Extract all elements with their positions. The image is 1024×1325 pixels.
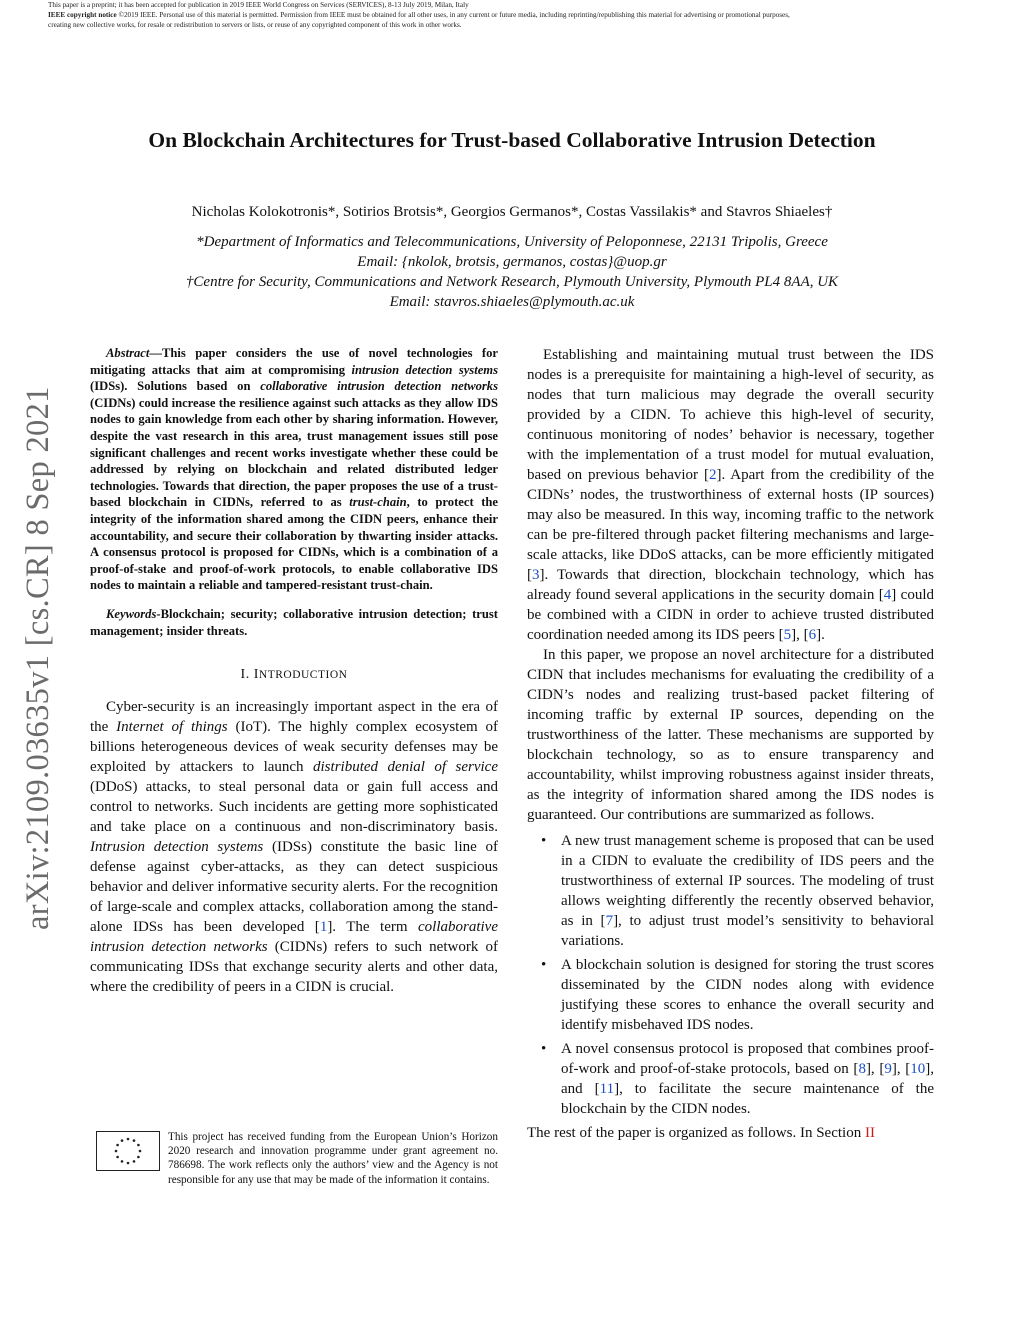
right-paragraph-3 — [527, 1123, 934, 1143]
bullet-2-text: A blockchain solution is designed for storing the trust scores disseminated by the CIDN nodes along with evidence justifying these scores to enhance the overall security and identify misbehaved IDS nodes. — [561, 957, 934, 1033]
intro-em-1: Internet of things — [116, 719, 228, 736]
abstract-em-3: trust-chain — [349, 495, 407, 510]
right-text-3: The rest of the paper is organized as follows. In Section — [527, 1125, 865, 1141]
citation-link[interactable]: 4 — [883, 587, 892, 603]
abstract — [90, 345, 498, 594]
contributions-list — [527, 831, 934, 1119]
paper-title: On Blockchain Architectures for Trust-based Collaborative Intrusion Detection — [148, 128, 876, 152]
copyright-notice — [48, 0, 948, 30]
intro-em-2: distributed denial of service — [313, 759, 498, 776]
abstract-text-4: , to protect the integrity of the information shared among the CIDN peers, enhance their accountability, and secure their collaboration by thwarting insider attacks. A consensus protocol is proposed for CIDNs, which is a combination of a proof-of-stake and proof-of-work protocols, to enable collaborative IDS nodes to maintain a reliable and tampered-resistant trust-chain. — [90, 495, 498, 593]
section-reference-link[interactable]: II — [864, 1125, 875, 1141]
right-text-1f: ]. — [816, 627, 825, 643]
right-column — [527, 345, 934, 1143]
citation-link[interactable]: 9 — [884, 1061, 892, 1077]
intro-text-6: (CIDNs) refers to such network of communicating IDSs that exchange security alerts and other data, where the credibility of peers in a CIDN is crucial. — [90, 939, 498, 996]
bullet-1-text-a: A new trust management scheme is proposed that can be used in a CIDN to evaluate the credibility of IDS peers and the trustworthiness of external IP sources. The modeling of trust allows weighting differently the recently observed behavior, as in [ — [561, 833, 934, 929]
left-column — [90, 345, 498, 997]
right-paragraph-1 — [527, 345, 934, 645]
abstract-text-2: (IDSs). Solutions based on — [90, 379, 261, 394]
citation-link[interactable]: 3 — [532, 567, 540, 583]
notice-line-1: This paper is a preprint; it has been accepted for publication in 2019 IEEE World Congress on Services (SERVICES), 8-13 July 2019, Milan, Italy — [48, 1, 469, 9]
authors: Nicholas Kolokotronis*, Sotirios Brotsis*, Georgios Germanos*, Costas Vassilakis* and Stavros Shiaeles† — [191, 204, 833, 220]
list-item — [561, 831, 934, 951]
funding-text: This project has received funding from the European Union’s Horizon 2020 research and innovation programme under grant agreement no. 786698. The work reflects only the authors’ view and the Agency is not responsible for any use that may be made of the information it contains. — [168, 1131, 498, 1186]
abstract-em-1: intrusion detection systems — [351, 362, 498, 377]
bullet-3-text-e: ], to facilitate the secure maintenance of the blockchain by the CIDN nodes. — [561, 1081, 934, 1117]
right-paragraph-2: In this paper, we propose an novel architecture for a distributed CIDN that includes mechanisms for evaluating the credibility of a CIDN’s nodes and realizing trust-based packet filtering of incoming traffic by external IP sources, depending on the trustworthiness of the latter. These mechanisms are supported by blockchain technology, so as to ensure transparency and accountability, whilst improving robustness against insider threats, as the integrity of information shared among the IDS nodes is guaranteed. Our contributions are summarized as follows. — [527, 647, 934, 823]
intro-em-4: collaborative intrusion detection networks — [90, 919, 498, 956]
section-title-rest: NTRODUCTION — [258, 669, 348, 682]
intro-text-2: (IoT). The highly complex ecosystem of billions heterogeneous devices of weak security defenses may be exploited by attackers to launch — [90, 719, 498, 776]
intro-paragraph — [90, 697, 498, 997]
citation-link[interactable]: 7 — [605, 913, 614, 929]
citation-link[interactable]: 11 — [599, 1081, 615, 1097]
section-title-first: I — [253, 667, 259, 683]
citation-link[interactable]: 6 — [808, 627, 817, 643]
abstract-em-2: collaborative intrusion detection networks — [260, 379, 498, 394]
citation-link[interactable]: 5 — [783, 627, 792, 643]
bullet-3-text-b: ], [ — [865, 1061, 885, 1077]
notice-bold: IEEE copyright notice — [48, 11, 117, 19]
affiliation-1: *Department of Informatics and Telecommunications, University of Peloponnese, 22131 Tripolis, Greece — [196, 234, 828, 250]
notice-line-2 — [48, 10, 948, 20]
arxiv-stamp: arXiv:2109.03635v1 [cs.CR] 8 Sep 2021 — [20, 386, 56, 930]
right-text-1a: Establishing and maintaining mutual trust between the IDS nodes is a prerequisite for maintaining a high-level of security, as nodes that turn malicious may degrade the overall security provided by a CIDN. To achieve this high-level of security, continuous monitoring of nodes’ behavior is necessary, together with the implementation of a trust model for mutual evaluation, based on previous behavior [ — [527, 347, 934, 483]
right-text-1c: ]. Towards that direction, blockchain technology, which has already found several applications in the security domain [ — [527, 567, 934, 603]
keywords — [90, 606, 498, 639]
citation-link[interactable]: 1 — [319, 919, 328, 936]
eu-flag-icon — [96, 1131, 160, 1171]
bullet-1-text-b: ], to adjust trust model’s sensitivity to behavioral variations. — [561, 913, 934, 949]
intro-text-5: ]. The term — [327, 919, 419, 936]
affiliation-2: †Centre for Security, Communications and Network Research, Plymouth University, Plymouth PL4 8AA, UK — [185, 274, 839, 290]
citation-link[interactable]: 8 — [858, 1061, 866, 1077]
citation-link[interactable]: 2 — [708, 467, 717, 483]
intro-text-3: (DDoS) attacks, to steal personal data or gain full access and control to networks. Such incidents are getting more sophisticated and take place on a continuous and non-discriminatory basis. — [90, 779, 498, 836]
section-number: I. — [240, 667, 254, 683]
keywords-text: -Blockchain; security; collaborative intrusion detection; trust management; insider threats. — [90, 606, 498, 638]
list-item — [561, 955, 934, 1035]
funding-footnote — [90, 1130, 498, 1187]
keywords-label: Keywords — [106, 606, 157, 621]
abstract-text-3: (CIDNs) could increase the resilience against such attacks as they allow IDS nodes to gain knowledge from each other by sharing information. However, despite the vast research in this area, trust management issues still pose significant challenges and recent works investigate whether these could be addressed by relying on blockchain and related distributed ledger technologies. Towards that direction, the paper proposes the use of a trust-based blockchain in CIDNs, referred to as — [90, 395, 498, 510]
right-text-1d: ] could be combined with a CIDN in order to achieve trusted distributed coordination needed among its IDS peers [ — [527, 587, 934, 643]
list-item — [561, 1039, 934, 1119]
bullet-3-text-d: ], and [ — [561, 1061, 934, 1097]
affiliation-2-email: Email: stavros.shiaeles@plymouth.ac.uk — [389, 294, 635, 310]
notice-line-2-rest: ©2019 IEEE. Personal use of this material is permitted. Permission from IEEE must be obtained for all other uses, in any current or future media, including reprinting/republishing this material for advertising or promotional purposes, — [116, 11, 790, 19]
affiliation-1-email: Email: {nkolok, brotsis, germanos, costas}@uop.gr — [357, 254, 667, 270]
abstract-label: Abstract — [106, 346, 150, 360]
bullet-3-text-a: A novel consensus protocol is proposed that combines proof-of-work and proof-of-stake protocols, based on [ — [561, 1041, 934, 1077]
intro-text-4: (IDSs) constitute the basic line of defense against cyber-attacks, as they can detect suspicious behavior and deliver informative security alerts. For the recognition of large-scale and complex attacks, collaboration among the stand-alone IDSs has been developed [ — [90, 839, 498, 936]
right-text-1e: ], [ — [791, 627, 809, 643]
section-heading — [90, 667, 498, 683]
abstract-text-1: —This paper considers the use of novel technologies for mitigating attacks that aim at compromising — [90, 346, 498, 377]
right-text-1b: ]. Apart from the credibility of the CIDNs’ nodes, the trustworthiness of external hosts (IP sources) may also be measured. In this way, incoming traffic to the network can be pre-filtered through packet filtering mechanisms and large-scale attacks, like DDoS attacks, can be more efficiently mitigated [ — [527, 467, 934, 583]
intro-em-3: Intrusion detection systems — [90, 839, 264, 856]
bullet-3-text-c: ], [ — [891, 1061, 911, 1077]
citation-link[interactable]: 10 — [910, 1061, 926, 1077]
intro-text-1: Cyber-security is an increasingly important aspect in the era of the — [90, 699, 498, 736]
notice-line-3: creating new collective works, for resale or redistribution to servers or lists, or reuse of any copyrighted component of this work in other works. — [48, 21, 462, 29]
